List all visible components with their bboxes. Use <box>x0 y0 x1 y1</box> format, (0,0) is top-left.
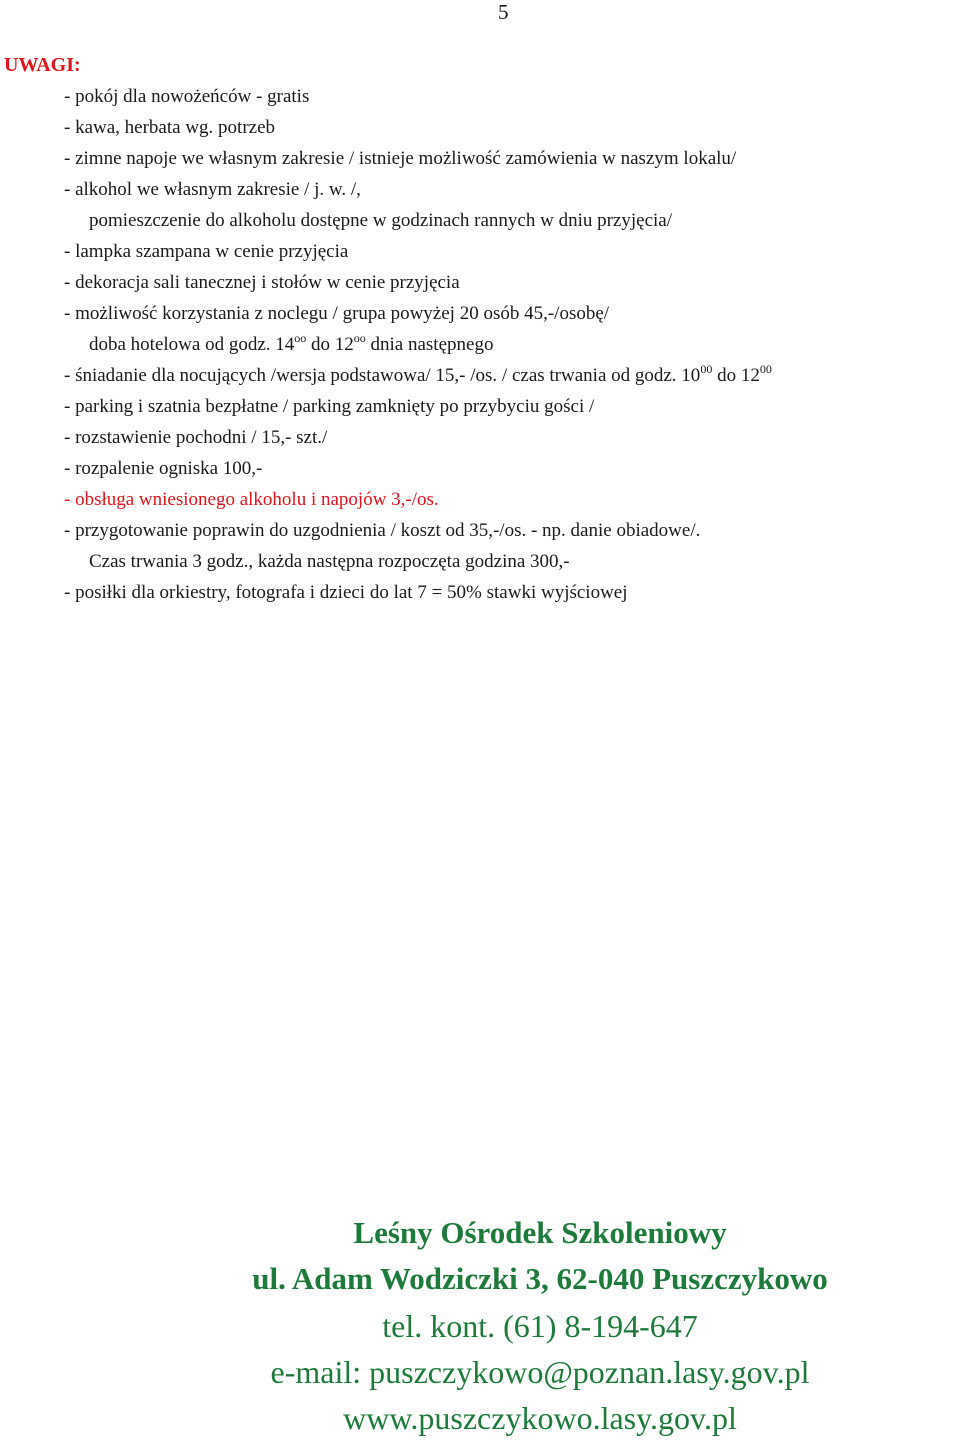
footer-phone: tel. kont. (61) 8-194-647 <box>382 1308 698 1344</box>
note-breakfast: - śniadanie dla nocujących /wersja podstawowa/ 15,- /os. / czas trwania od godz. $10^{00}$ do $12^{00}$ <box>64 362 772 386</box>
note-honeymoon-room: - pokój dla nowożeńców - gratis <box>64 86 310 107</box>
note-alcohol: - alkohol we własnym zakresie / j. w. /, <box>64 179 361 200</box>
note-bonfire: - rozpalenie ogniska 100,- <box>64 458 263 479</box>
note-champagne: - lampka szampana w cenie przyjęcia <box>64 241 349 262</box>
note-hotel-day: doba hotelowa od godz. $14^{oo}$ do $12^{oo}$ dnia następnego <box>89 331 494 355</box>
note-decoration: - dekoracja sali tanecznej i stołów w cenie przyjęcia <box>64 272 460 293</box>
note-coffee-tea: - kawa, herbata wg. potrzeb <box>64 117 276 138</box>
footer-email[interactable]: e-mail: puszczykowo@poznan.lasy.gov.pl <box>270 1354 810 1390</box>
footer-address: ul. Adam Wodziczki 3, 62-040 Puszczykowo <box>252 1261 828 1296</box>
note-duration: Czas trwania 3 godz., każda następna rozpoczęta godzina 300,- <box>89 551 570 572</box>
page-number: 5 <box>498 0 509 24</box>
note-accommodation: - możliwość korzystania z noclegu / grupa powyżej 20 osób 45,-/osobę/ <box>64 303 610 324</box>
note-alcohol-room: pomieszczenie do alkoholu dostępne w godzinach rannych w dniu przyjęcia/ <box>89 210 672 231</box>
note-cold-drinks: - zimne napoje we własnym zakresie / istnieje możliwość zamówienia w naszym lokalu/ <box>64 148 737 169</box>
footer-org-name: Leśny Ośrodek Szkoleniowy <box>353 1215 727 1250</box>
note-alcohol-service: - obsługa wniesionego alkoholu i napojów 3,-/os. <box>64 489 439 510</box>
note-after-party: - przygotowanie poprawin do uzgodnienia / koszt od 35,-/os. - np. danie obiadowe/. <box>64 520 701 541</box>
footer-website[interactable]: www.puszczykowo.lasy.gov.pl <box>343 1400 737 1436</box>
notes-heading: UWAGI: <box>4 54 81 76</box>
note-meals-discount: - posiłki dla orkiestry, fotografa i dzieci do lat 7 = 50% stawki wyjściowej <box>64 582 628 603</box>
note-torches: - rozstawienie pochodni / 15,- szt./ <box>64 427 328 448</box>
note-parking: - parking i szatnia bezpłatne / parking zamknięty po przybyciu gości / <box>64 396 595 417</box>
